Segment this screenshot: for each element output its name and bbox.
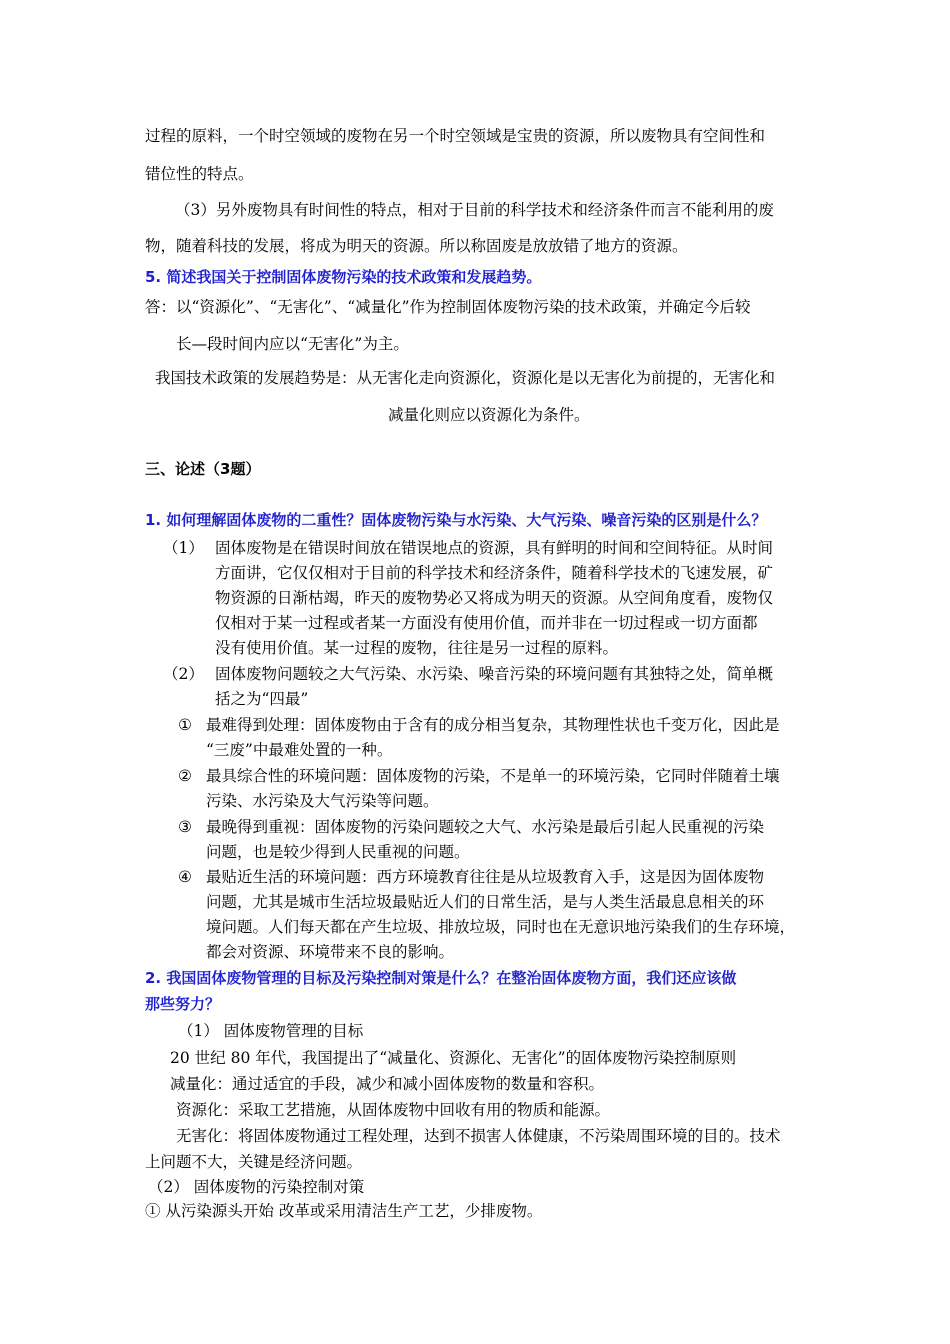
d1-p1-line-1: 固体废物是在错误时间放在错误地点的资源，具有鲜明的时间和空间特征。从时间	[215, 539, 774, 557]
discussion-2-title-line-2: 那些努力？	[145, 995, 221, 1013]
d1-item-1-line-1: 最难得到处理：固体废物由于含有的成分相当复杂，其物理性状也千变万化，因此是	[206, 716, 780, 734]
d1-p1-number: （1）	[163, 539, 204, 557]
discussion-2-title-line-1: 2. 我国固体废物管理的目标及污染控制对策是什么？在整治固体废物方面，我们还应该做	[145, 969, 737, 987]
answer-5-line-3: 我国技术政策的发展趋势是：从无害化走向资源化，资源化是以无害化为前提的，无害化和	[155, 369, 776, 387]
answer-5-line-1: 答：以“资源化”、“无害化”、“减量化”作为控制固体废物污染的技术政策，并确定今后较	[145, 298, 751, 316]
d1-p1-line-3: 物资源的日渐枯竭，昨天的废物势必又将成为明天的资源。从空间角度看，废物仅	[215, 589, 774, 607]
d1-item-1-marker: ①	[178, 716, 192, 734]
d1-p2-line-2: 括之为“四最”	[215, 690, 309, 708]
d1-item-2-line-1: 最具综合性的环境问题：固体废物的污染，不是单一的环境污染，它同时伴随着土壤	[206, 767, 780, 785]
answer-5-line-4: 减量化则应以资源化为条件。	[388, 406, 590, 424]
d1-p2-line-1: 固体废物问题较之大气污染、水污染、噪音污染的环境问题有其独特之处，简单概	[215, 665, 774, 683]
d2-s1-line-3: 资源化：采取工艺措施，从固体废物中回收有用的物质和能源。	[176, 1101, 611, 1119]
answer-5-line-2: 长—段时间内应以“无害化”为主。	[176, 335, 409, 353]
d1-item-4-line-2: 问题，尤其是城市生活垃圾最贴近人们的日常生活，是与人类生活最息息相关的环	[206, 893, 765, 911]
intro-line-3: （3）另外废物具有时间性的特点，相对于目前的科学技术和经济条件而言不能利用的废	[175, 201, 774, 219]
d2-s1-line-1: 20 世纪 80 年代，我国提出了“减量化、资源化、无害化”的固体废物污染控制原则	[170, 1049, 737, 1067]
intro-line-4: 物，随着科技的发展，将成为明天的资源。所以称固废是放放错了地方的资源。	[145, 237, 688, 255]
intro-line-2: 错位性的特点。	[145, 165, 254, 183]
d1-item-1-line-2: “三废”中最难处置的一种。	[206, 741, 393, 759]
d1-item-2-line-2: 污染、水污染及大气污染等问题。	[206, 792, 439, 810]
d2-section-1-heading: （1） 固体废物管理的目标	[178, 1022, 364, 1040]
d2-s1-line-5: 上问题不大，关键是经济问题。	[145, 1153, 363, 1171]
d2-s1-line-4: 无害化：将固体废物通过工程处理，达到不损害人体健康，不污染周围环境的目的。技术	[176, 1127, 781, 1145]
d1-p2-number: （2）	[163, 665, 204, 683]
d2-s1-line-2: 减量化：通过适宜的手段，减少和减小固体废物的数量和容积。	[170, 1075, 605, 1093]
d1-item-4-line-4: 都会对资源、环境带来不良的影响。	[206, 943, 455, 961]
intro-line-1: 过程的原料，一个时空领域的废物在另一个时空领域是宝贵的资源，所以废物具有空间性和	[145, 127, 766, 145]
d1-item-4-line-1: 最贴近生活的环境问题：西方环境教育往往是从垃圾教育入手，这是因为固体废物	[206, 868, 765, 886]
d1-p1-line-4: 仅相对于某一过程或者某一方面没有使用价值，而并非在一切过程或一切方面都	[215, 614, 758, 632]
d1-item-3-line-2: 问题，也是较少得到人民重视的问题。	[206, 843, 470, 861]
section-3-heading: 三、论述（3题）	[145, 460, 261, 478]
d1-p1-line-2: 方面讲，它仅仅相对于目前的科学技术和经济条件，随着科学技术的飞速发展，矿	[215, 564, 774, 582]
d2-s2-line-1: ① 从污染源头开始 改革或采用清洁生产工艺，少排废物。	[145, 1202, 543, 1220]
d2-section-2-heading: （2） 固体废物的污染控制对策	[148, 1178, 365, 1196]
d1-item-4-line-3: 境问题。人们每天都在产生垃圾、排放垃圾，同时也在无意识地污染我们的生存环境，	[206, 918, 796, 936]
d1-item-4-marker: ④	[178, 868, 192, 886]
d1-p1-line-5: 没有使用价值。某一过程的废物，往往是另一过程的原料。	[215, 639, 619, 657]
discussion-1-title: 1. 如何理解固体废物的二重性？固体废物污染与水污染、大气污染、噪音污染的区别是什么？	[145, 511, 767, 529]
d1-item-3-line-1: 最晚得到重视：固体废物的污染问题较之大气、水污染是最后引起人民重视的污染	[206, 818, 765, 836]
d1-item-3-marker: ③	[178, 818, 192, 836]
d1-item-2-marker: ②	[178, 767, 192, 785]
question-5-title: 5. 简述我国关于控制固体废物污染的技术政策和发展趋势。	[145, 268, 542, 286]
